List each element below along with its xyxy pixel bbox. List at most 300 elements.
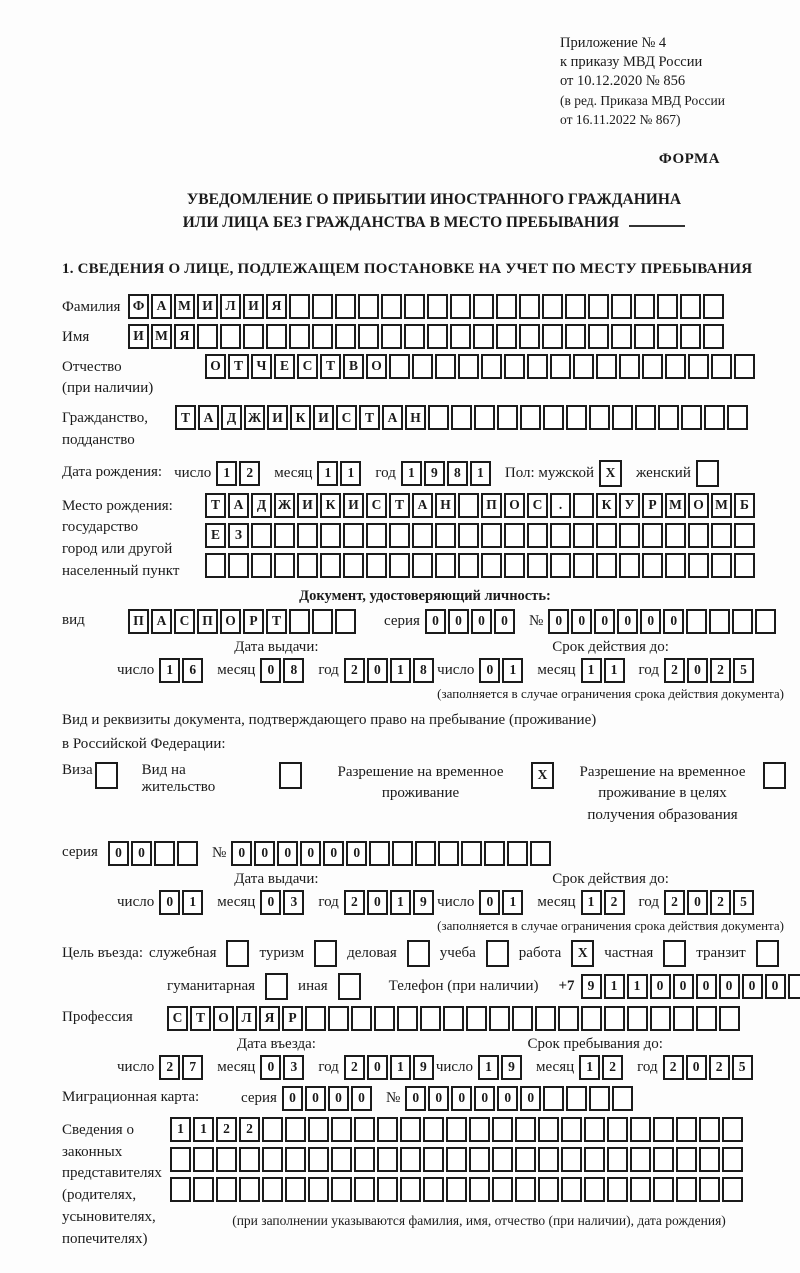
char-cell[interactable]: О	[205, 354, 226, 379]
char-cell[interactable]: 2	[710, 658, 731, 683]
char-cell[interactable]	[446, 1117, 467, 1142]
char-cell[interactable]	[328, 1006, 349, 1031]
char-cell[interactable]	[308, 1177, 329, 1202]
char-cell[interactable]	[369, 841, 390, 866]
char-cell[interactable]: 1	[159, 658, 180, 683]
char-cell[interactable]	[305, 1006, 326, 1031]
char-cell[interactable]	[627, 1006, 648, 1031]
char-cell[interactable]	[653, 1147, 674, 1172]
char-cell[interactable]: Р	[243, 609, 264, 634]
char-cell[interactable]: 0	[474, 1086, 495, 1111]
char-cell[interactable]: 1	[470, 461, 491, 486]
char-cell[interactable]: М	[665, 493, 686, 518]
char-cell[interactable]	[289, 294, 310, 319]
char-cell[interactable]: 8	[413, 658, 434, 683]
char-cell[interactable]	[331, 1177, 352, 1202]
char-cell[interactable]: Т	[389, 493, 410, 518]
purpose-tourism-checkbox[interactable]	[314, 940, 337, 967]
char-cell[interactable]: И	[297, 493, 318, 518]
char-cell[interactable]	[561, 1117, 582, 1142]
char-cell[interactable]: Л	[220, 294, 241, 319]
char-cell[interactable]: 0	[594, 609, 615, 634]
char-cell[interactable]	[612, 1086, 633, 1111]
char-cell[interactable]	[504, 523, 525, 548]
char-cell[interactable]	[496, 324, 517, 349]
char-cell[interactable]	[596, 523, 617, 548]
char-cell[interactable]: С	[167, 1006, 188, 1031]
char-cell[interactable]	[588, 294, 609, 319]
char-cell[interactable]: 0	[367, 658, 388, 683]
char-cell[interactable]: Б	[734, 493, 755, 518]
char-cell[interactable]	[561, 1147, 582, 1172]
char-cell[interactable]	[619, 523, 640, 548]
char-cell[interactable]	[274, 523, 295, 548]
char-cell[interactable]	[588, 324, 609, 349]
char-cell[interactable]	[681, 405, 702, 430]
char-cell[interactable]: 2	[216, 1117, 237, 1142]
char-cell[interactable]: Ж	[244, 405, 265, 430]
purpose-transit-checkbox[interactable]	[756, 940, 779, 967]
purpose-official-checkbox[interactable]	[226, 940, 249, 967]
char-cell[interactable]: 3	[283, 890, 304, 915]
char-cell[interactable]: К	[596, 493, 617, 518]
char-cell[interactable]: 9	[501, 1055, 522, 1080]
char-cell[interactable]	[450, 294, 471, 319]
char-cell[interactable]	[566, 1086, 587, 1111]
char-cell[interactable]	[515, 1147, 536, 1172]
char-cell[interactable]	[520, 405, 541, 430]
char-cell[interactable]: 0	[260, 658, 281, 683]
char-cell[interactable]	[653, 1177, 674, 1202]
char-cell[interactable]	[484, 841, 505, 866]
char-cell[interactable]	[481, 354, 502, 379]
char-cell[interactable]: 0	[650, 974, 671, 999]
char-cell[interactable]: 0	[328, 1086, 349, 1111]
char-cell[interactable]: Н	[405, 405, 426, 430]
char-cell[interactable]	[596, 553, 617, 578]
char-cell[interactable]: 2	[344, 890, 365, 915]
char-cell[interactable]: 2	[664, 890, 685, 915]
char-cell[interactable]	[732, 609, 753, 634]
char-cell[interactable]	[653, 1117, 674, 1142]
char-cell[interactable]	[611, 324, 632, 349]
char-cell[interactable]	[154, 841, 175, 866]
temp-residence-edu-checkbox[interactable]	[763, 762, 786, 789]
char-cell[interactable]: 1	[627, 974, 648, 999]
char-cell[interactable]: 2	[159, 1055, 180, 1080]
char-cell[interactable]: 0	[497, 1086, 518, 1111]
char-cell[interactable]	[423, 1147, 444, 1172]
char-cell[interactable]: 0	[131, 841, 152, 866]
char-cell[interactable]: Р	[282, 1006, 303, 1031]
char-cell[interactable]	[604, 1006, 625, 1031]
char-cell[interactable]: Т	[359, 405, 380, 430]
char-cell[interactable]	[381, 324, 402, 349]
char-cell[interactable]: 0	[159, 890, 180, 915]
char-cell[interactable]	[492, 1117, 513, 1142]
char-cell[interactable]	[719, 1006, 740, 1031]
char-cell[interactable]: 2	[709, 1055, 730, 1080]
char-cell[interactable]: 1	[478, 1055, 499, 1080]
char-cell[interactable]: 7	[182, 1055, 203, 1080]
char-cell[interactable]	[473, 294, 494, 319]
char-cell[interactable]	[251, 553, 272, 578]
char-cell[interactable]: 0	[108, 841, 129, 866]
char-cell[interactable]: 1	[579, 1055, 600, 1080]
char-cell[interactable]	[466, 1006, 487, 1031]
char-cell[interactable]	[565, 294, 586, 319]
char-cell[interactable]: Т	[266, 609, 287, 634]
char-cell[interactable]	[538, 1177, 559, 1202]
char-cell[interactable]: А	[198, 405, 219, 430]
char-cell[interactable]	[404, 294, 425, 319]
char-cell[interactable]: Ч	[251, 354, 272, 379]
char-cell[interactable]	[711, 553, 732, 578]
char-cell[interactable]: 0	[673, 974, 694, 999]
char-cell[interactable]: 1	[502, 890, 523, 915]
char-cell[interactable]: .	[550, 493, 571, 518]
char-cell[interactable]	[285, 1177, 306, 1202]
char-cell[interactable]	[412, 553, 433, 578]
char-cell[interactable]: 0	[548, 609, 569, 634]
char-cell[interactable]: 0	[260, 1055, 281, 1080]
char-cell[interactable]: 1	[193, 1117, 214, 1142]
char-cell[interactable]	[530, 841, 551, 866]
char-cell[interactable]: Р	[642, 493, 663, 518]
char-cell[interactable]	[642, 553, 663, 578]
char-cell[interactable]: 0	[323, 841, 344, 866]
char-cell[interactable]	[297, 553, 318, 578]
char-cell[interactable]: 1	[581, 890, 602, 915]
char-cell[interactable]: 2	[664, 658, 685, 683]
char-cell[interactable]: А	[228, 493, 249, 518]
char-cell[interactable]: 0	[687, 658, 708, 683]
visa-checkbox[interactable]	[95, 762, 118, 789]
char-cell[interactable]	[635, 405, 656, 430]
char-cell[interactable]: 0	[346, 841, 367, 866]
char-cell[interactable]: 9	[413, 890, 434, 915]
char-cell[interactable]: А	[151, 609, 172, 634]
char-cell[interactable]	[489, 1006, 510, 1031]
char-cell[interactable]	[239, 1177, 260, 1202]
char-cell[interactable]	[665, 354, 686, 379]
char-cell[interactable]	[170, 1147, 191, 1172]
char-cell[interactable]	[389, 354, 410, 379]
char-cell[interactable]: Л	[236, 1006, 257, 1031]
char-cell[interactable]	[581, 1006, 602, 1031]
char-cell[interactable]	[611, 294, 632, 319]
char-cell[interactable]: 0	[765, 974, 786, 999]
char-cell[interactable]	[289, 609, 310, 634]
char-cell[interactable]	[630, 1117, 651, 1142]
char-cell[interactable]: 8	[283, 658, 304, 683]
char-cell[interactable]	[312, 294, 333, 319]
char-cell[interactable]: 0	[686, 1055, 707, 1080]
char-cell[interactable]	[665, 553, 686, 578]
char-cell[interactable]: Т	[190, 1006, 211, 1031]
char-cell[interactable]: 5	[732, 1055, 753, 1080]
char-cell[interactable]: 1	[317, 461, 338, 486]
char-cell[interactable]: 9	[413, 1055, 434, 1080]
char-cell[interactable]	[377, 1177, 398, 1202]
char-cell[interactable]: 0	[640, 609, 661, 634]
char-cell[interactable]	[711, 523, 732, 548]
char-cell[interactable]: 2	[239, 461, 260, 486]
char-cell[interactable]: М	[174, 294, 195, 319]
char-cell[interactable]	[704, 405, 725, 430]
purpose-business-checkbox[interactable]	[407, 940, 430, 967]
char-cell[interactable]	[657, 294, 678, 319]
char-cell[interactable]: 2	[604, 890, 625, 915]
char-cell[interactable]: 0	[367, 1055, 388, 1080]
char-cell[interactable]	[722, 1177, 743, 1202]
char-cell[interactable]: 2	[710, 890, 731, 915]
temp-residence-checkbox[interactable]: X	[531, 762, 554, 789]
char-cell[interactable]: 0	[687, 890, 708, 915]
char-cell[interactable]	[392, 841, 413, 866]
char-cell[interactable]	[446, 1177, 467, 1202]
char-cell[interactable]	[458, 354, 479, 379]
char-cell[interactable]	[612, 405, 633, 430]
char-cell[interactable]: Я	[174, 324, 195, 349]
char-cell[interactable]: М	[711, 493, 732, 518]
char-cell[interactable]	[458, 493, 479, 518]
char-cell[interactable]	[699, 1147, 720, 1172]
char-cell[interactable]	[584, 1177, 605, 1202]
char-cell[interactable]	[354, 1147, 375, 1172]
char-cell[interactable]: 1	[604, 974, 625, 999]
char-cell[interactable]: 0	[520, 1086, 541, 1111]
char-cell[interactable]	[366, 523, 387, 548]
char-cell[interactable]	[243, 324, 264, 349]
char-cell[interactable]	[262, 1147, 283, 1172]
char-cell[interactable]	[415, 841, 436, 866]
char-cell[interactable]	[220, 324, 241, 349]
char-cell[interactable]: Д	[221, 405, 242, 430]
char-cell[interactable]	[722, 1147, 743, 1172]
char-cell[interactable]	[251, 523, 272, 548]
char-cell[interactable]	[573, 553, 594, 578]
char-cell[interactable]	[285, 1147, 306, 1172]
char-cell[interactable]: 0	[425, 609, 446, 634]
char-cell[interactable]	[193, 1147, 214, 1172]
char-cell[interactable]	[565, 324, 586, 349]
char-cell[interactable]	[734, 354, 755, 379]
char-cell[interactable]	[443, 1006, 464, 1031]
purpose-humanitarian-checkbox[interactable]	[265, 973, 288, 1000]
char-cell[interactable]	[289, 324, 310, 349]
char-cell[interactable]	[366, 553, 387, 578]
char-cell[interactable]: П	[128, 609, 149, 634]
char-cell[interactable]	[481, 523, 502, 548]
char-cell[interactable]	[504, 553, 525, 578]
char-cell[interactable]	[469, 1147, 490, 1172]
char-cell[interactable]	[722, 1117, 743, 1142]
char-cell[interactable]	[438, 841, 459, 866]
char-cell[interactable]	[308, 1147, 329, 1172]
char-cell[interactable]	[686, 609, 707, 634]
char-cell[interactable]	[266, 324, 287, 349]
char-cell[interactable]: Я	[259, 1006, 280, 1031]
char-cell[interactable]: К	[320, 493, 341, 518]
char-cell[interactable]	[619, 553, 640, 578]
char-cell[interactable]	[630, 1147, 651, 1172]
char-cell[interactable]: О	[220, 609, 241, 634]
char-cell[interactable]	[320, 553, 341, 578]
char-cell[interactable]: И	[197, 294, 218, 319]
char-cell[interactable]: И	[313, 405, 334, 430]
char-cell[interactable]	[550, 354, 571, 379]
char-cell[interactable]	[377, 1117, 398, 1142]
char-cell[interactable]: 0	[405, 1086, 426, 1111]
char-cell[interactable]	[458, 553, 479, 578]
char-cell[interactable]: О	[213, 1006, 234, 1031]
char-cell[interactable]	[262, 1177, 283, 1202]
char-cell[interactable]: Е	[205, 523, 226, 548]
char-cell[interactable]: 0	[571, 609, 592, 634]
char-cell[interactable]: Е	[274, 354, 295, 379]
residence-permit-checkbox[interactable]	[279, 762, 302, 789]
char-cell[interactable]	[527, 354, 548, 379]
char-cell[interactable]: 0	[282, 1086, 303, 1111]
char-cell[interactable]: 9	[581, 974, 602, 999]
char-cell[interactable]: М	[151, 324, 172, 349]
char-cell[interactable]	[650, 1006, 671, 1031]
char-cell[interactable]	[680, 294, 701, 319]
char-cell[interactable]	[354, 1177, 375, 1202]
female-checkbox[interactable]	[696, 460, 719, 487]
char-cell[interactable]	[469, 1177, 490, 1202]
char-cell[interactable]	[193, 1177, 214, 1202]
char-cell[interactable]: 9	[424, 461, 445, 486]
char-cell[interactable]	[412, 354, 433, 379]
char-cell[interactable]	[699, 1177, 720, 1202]
char-cell[interactable]	[512, 1006, 533, 1031]
char-cell[interactable]: 1	[216, 461, 237, 486]
char-cell[interactable]	[665, 523, 686, 548]
char-cell[interactable]: 1	[182, 890, 203, 915]
char-cell[interactable]: П	[481, 493, 502, 518]
char-cell[interactable]	[492, 1147, 513, 1172]
char-cell[interactable]	[688, 354, 709, 379]
char-cell[interactable]	[727, 405, 748, 430]
char-cell[interactable]: Т	[320, 354, 341, 379]
char-cell[interactable]	[297, 523, 318, 548]
char-cell[interactable]	[496, 294, 517, 319]
char-cell[interactable]	[389, 523, 410, 548]
char-cell[interactable]: 2	[344, 658, 365, 683]
char-cell[interactable]: 0	[231, 841, 252, 866]
char-cell[interactable]: Т	[228, 354, 249, 379]
char-cell[interactable]	[543, 1086, 564, 1111]
char-cell[interactable]	[389, 553, 410, 578]
char-cell[interactable]: 1	[390, 658, 411, 683]
char-cell[interactable]	[497, 405, 518, 430]
char-cell[interactable]	[676, 1117, 697, 1142]
char-cell[interactable]	[427, 294, 448, 319]
char-cell[interactable]	[420, 1006, 441, 1031]
char-cell[interactable]	[458, 523, 479, 548]
char-cell[interactable]	[566, 405, 587, 430]
char-cell[interactable]: 1	[390, 890, 411, 915]
char-cell[interactable]	[504, 354, 525, 379]
purpose-other-checkbox[interactable]	[338, 973, 361, 1000]
char-cell[interactable]	[584, 1117, 605, 1142]
char-cell[interactable]: 0	[367, 890, 388, 915]
char-cell[interactable]	[711, 354, 732, 379]
char-cell[interactable]: 1	[390, 1055, 411, 1080]
char-cell[interactable]	[538, 1147, 559, 1172]
char-cell[interactable]	[634, 294, 655, 319]
char-cell[interactable]	[461, 841, 482, 866]
char-cell[interactable]	[630, 1177, 651, 1202]
char-cell[interactable]	[619, 354, 640, 379]
char-cell[interactable]: 0	[260, 890, 281, 915]
char-cell[interactable]: 6	[182, 658, 203, 683]
char-cell[interactable]	[688, 553, 709, 578]
char-cell[interactable]	[481, 553, 502, 578]
char-cell[interactable]	[573, 354, 594, 379]
char-cell[interactable]: 0	[719, 974, 740, 999]
char-cell[interactable]: Д	[251, 493, 272, 518]
char-cell[interactable]	[709, 609, 730, 634]
char-cell[interactable]: 0	[617, 609, 638, 634]
char-cell[interactable]	[397, 1006, 418, 1031]
char-cell[interactable]: 0	[305, 1086, 326, 1111]
char-cell[interactable]: И	[243, 294, 264, 319]
char-cell[interactable]: 1	[604, 658, 625, 683]
char-cell[interactable]: П	[197, 609, 218, 634]
purpose-private-checkbox[interactable]	[663, 940, 686, 967]
char-cell[interactable]: 0	[471, 609, 492, 634]
char-cell[interactable]: 1	[170, 1117, 191, 1142]
char-cell[interactable]	[550, 553, 571, 578]
char-cell[interactable]	[584, 1147, 605, 1172]
char-cell[interactable]: К	[290, 405, 311, 430]
char-cell[interactable]	[343, 523, 364, 548]
char-cell[interactable]	[642, 523, 663, 548]
char-cell[interactable]: 3	[283, 1055, 304, 1080]
char-cell[interactable]	[216, 1147, 237, 1172]
char-cell[interactable]	[703, 324, 724, 349]
char-cell[interactable]	[474, 405, 495, 430]
char-cell[interactable]	[312, 609, 333, 634]
char-cell[interactable]	[607, 1177, 628, 1202]
char-cell[interactable]: 0	[351, 1086, 372, 1111]
char-cell[interactable]: 2	[344, 1055, 365, 1080]
char-cell[interactable]: 8	[447, 461, 468, 486]
char-cell[interactable]	[331, 1147, 352, 1172]
char-cell[interactable]: 1	[401, 461, 422, 486]
char-cell[interactable]	[331, 1117, 352, 1142]
char-cell[interactable]	[351, 1006, 372, 1031]
char-cell[interactable]	[519, 324, 540, 349]
char-cell[interactable]: С	[297, 354, 318, 379]
char-cell[interactable]	[335, 609, 356, 634]
char-cell[interactable]	[435, 523, 456, 548]
char-cell[interactable]: 0	[494, 609, 515, 634]
char-cell[interactable]: 5	[733, 658, 754, 683]
char-cell[interactable]	[205, 553, 226, 578]
char-cell[interactable]	[607, 1147, 628, 1172]
char-cell[interactable]	[788, 974, 800, 999]
char-cell[interactable]	[262, 1117, 283, 1142]
char-cell[interactable]: 1	[581, 658, 602, 683]
char-cell[interactable]	[469, 1117, 490, 1142]
char-cell[interactable]: А	[412, 493, 433, 518]
char-cell[interactable]: О	[688, 493, 709, 518]
char-cell[interactable]: 0	[479, 658, 500, 683]
